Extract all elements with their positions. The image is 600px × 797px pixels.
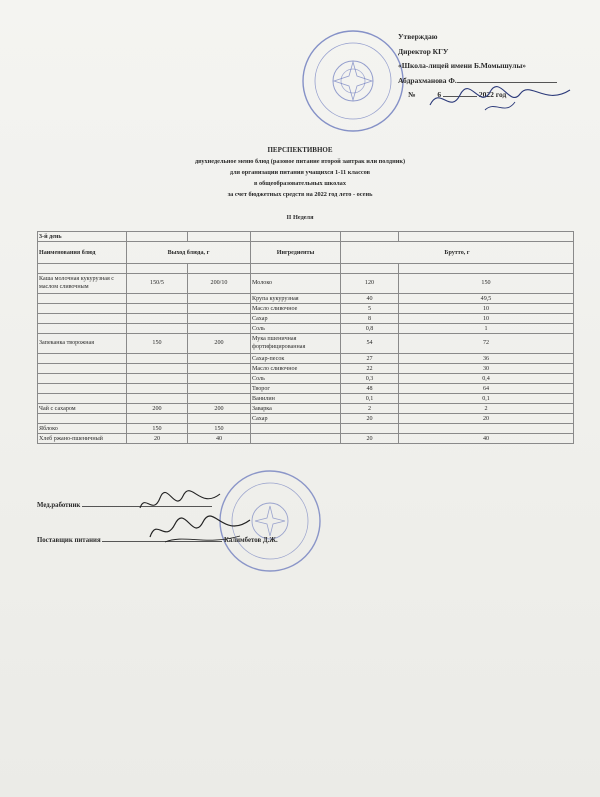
output-large-cell: 40 [188,434,251,444]
table-row [38,424,574,434]
header-gross: Брутто, г [341,242,574,264]
ingredient-cell: Молоко [251,274,341,294]
ingredient-cell: Творог [251,384,341,394]
dish-cell: Каша молочная кукурузная с маслом сливочным [38,274,127,294]
table-row [38,404,574,414]
output-large-cell [188,354,251,364]
output-small-cell: 150 [127,424,188,434]
gross-small-cell [341,424,399,434]
approval-seal-icon [298,26,408,136]
gross-large-cell: 2 [399,404,574,414]
ingredient-cell: Сахар-песок [251,354,341,364]
gross-small-cell: 54 [341,334,399,354]
output-small-cell [127,374,188,384]
approval-line-3: «Школа-лицей имени Б.Момышулы» [398,61,527,70]
gross-large-cell: 10 [399,314,574,324]
output-large-cell: 200 [188,404,251,414]
header-ingredients: Ингредиенты [251,242,341,264]
gross-small-cell: 27 [341,354,399,364]
director-signature-icon [425,80,575,120]
output-large-cell [188,394,251,404]
table-row [38,334,574,354]
table-row [38,324,574,334]
medic-label: Мед.работник [37,502,81,509]
output-large-cell [188,414,251,424]
table-row [38,364,574,374]
gross-large-cell: 40 [399,434,574,444]
output-small-cell: 200 [127,404,188,414]
output-large-cell [188,294,251,304]
output-large-cell [188,384,251,394]
output-large-cell [188,364,251,374]
gross-small-cell: 20 [341,414,399,424]
dish-cell [38,354,127,364]
output-small-cell [127,384,188,394]
output-small-cell [127,414,188,424]
output-large-cell [188,304,251,314]
table-spacer-row [38,264,574,274]
dish-cell [38,364,127,374]
dish-cell [38,384,127,394]
gross-large-cell: 36 [399,354,574,364]
gross-large-cell: 10 [399,304,574,314]
supplier-label: Поставщик питания [37,537,101,544]
output-large-cell: 200 [188,334,251,354]
approval-date-month: 6 [437,90,442,99]
gross-small-cell: 20 [341,434,399,444]
output-small-cell [127,304,188,314]
gross-small-cell: 0,8 [341,324,399,334]
output-large-cell: 200/10 [188,274,251,294]
ingredient-cell: Заварка [251,404,341,414]
ingredient-cell: Масло сливочное [251,304,341,314]
ingredient-cell: Масло сливочное [251,364,341,374]
dish-cell [38,324,127,334]
output-small-cell [127,324,188,334]
ingredient-cell [251,434,341,444]
gross-small-cell: 8 [341,314,399,324]
dish-cell [38,304,127,314]
gross-large-cell: 1 [399,324,574,334]
gross-small-cell: 48 [341,384,399,394]
gross-small-cell: 0,1 [341,394,399,404]
ingredient-cell: Соль [251,374,341,384]
approval-date-day: № [408,90,416,99]
output-large-cell: 150 [188,424,251,434]
gross-small-cell: 120 [341,274,399,294]
gross-large-cell: 20 [399,414,574,424]
table-row [38,314,574,324]
dish-cell [38,374,127,384]
ingredient-cell: Соль [251,324,341,334]
dish-cell [38,314,127,324]
table-row [38,274,574,294]
gross-large-cell: 49,5 [399,294,574,304]
table-row [38,384,574,394]
gross-large-cell: 72 [399,334,574,354]
gross-small-cell: 5 [341,304,399,314]
gross-large-cell [399,424,574,434]
doc-title: ПЕРСПЕКТИВНОЕ [267,146,333,154]
dish-cell [38,294,127,304]
menu-table [37,231,574,444]
output-small-cell: 150/5 [127,274,188,294]
dish-cell [38,394,127,404]
gross-large-cell: 0,4 [399,374,574,384]
gross-large-cell: 30 [399,364,574,374]
gross-small-cell: 0,3 [341,374,399,384]
table-row [38,374,574,384]
output-small-cell [127,354,188,364]
output-large-cell [188,314,251,324]
day-label: 3-й день [38,232,127,242]
output-small-cell: 150 [127,334,188,354]
table-row [38,304,574,314]
gross-large-cell: 150 [399,274,574,294]
table-header-row [38,242,574,264]
table-row [38,434,574,444]
gross-small-cell: 2 [341,404,399,414]
output-small-cell [127,394,188,404]
table-row [38,394,574,404]
doc-subtitle-3: в общеобразовательных школах [254,180,346,187]
ingredient-cell [251,424,341,434]
dish-cell: Хлеб ржано-пшеничный [38,434,127,444]
gross-large-cell: 0,1 [399,394,574,404]
output-large-cell [188,324,251,334]
output-large-cell [188,374,251,384]
ingredient-cell: Сахар [251,314,341,324]
dish-cell: Яблоко [38,424,127,434]
gross-small-cell: 22 [341,364,399,374]
header-dish: Наименования блюд [38,242,127,264]
doc-subtitle-2: для организации питания учащихся 1-11 классов [229,169,371,176]
output-small-cell [127,294,188,304]
header-output: Выход блюда, г [127,242,251,264]
approval-line-4: Абдрахманова Ф. [398,74,588,89]
gross-small-cell: 40 [341,294,399,304]
dish-cell [38,414,127,424]
doc-subtitle-4: за счет бюджетных средств на 2022 год лето - осень [227,191,373,198]
ingredient-cell: Ванилин [251,394,341,404]
week-label: II Неделя [286,214,314,221]
gross-large-cell: 64 [399,384,574,394]
ingredient-cell: Сахар [251,414,341,424]
output-small-cell [127,314,188,324]
output-small-cell: 20 [127,434,188,444]
supplier-signature-icon [145,512,255,548]
approval-date-year: 2022 год [478,90,507,99]
approval-line-1: Утверждаю [398,32,438,41]
doc-subtitle-1: двухнедельное меню блюд (разовое питание второй завтрак или полдник) [194,158,406,165]
ingredient-cell: Мука пшеничная фортифицированная [251,334,341,354]
table-row [38,294,574,304]
dish-cell: Запеканка творожная [38,334,127,354]
ingredient-cell: Крупа кукурузная [251,294,341,304]
approval-line-2: Директор КГУ [398,46,449,56]
output-small-cell [127,364,188,374]
table-day-row [38,232,574,242]
dish-cell: Чай с сахаром [38,404,127,414]
table-row [38,354,574,364]
supplier-name: Калимбетов Д.Ж. [224,537,278,544]
table-row [38,414,574,424]
